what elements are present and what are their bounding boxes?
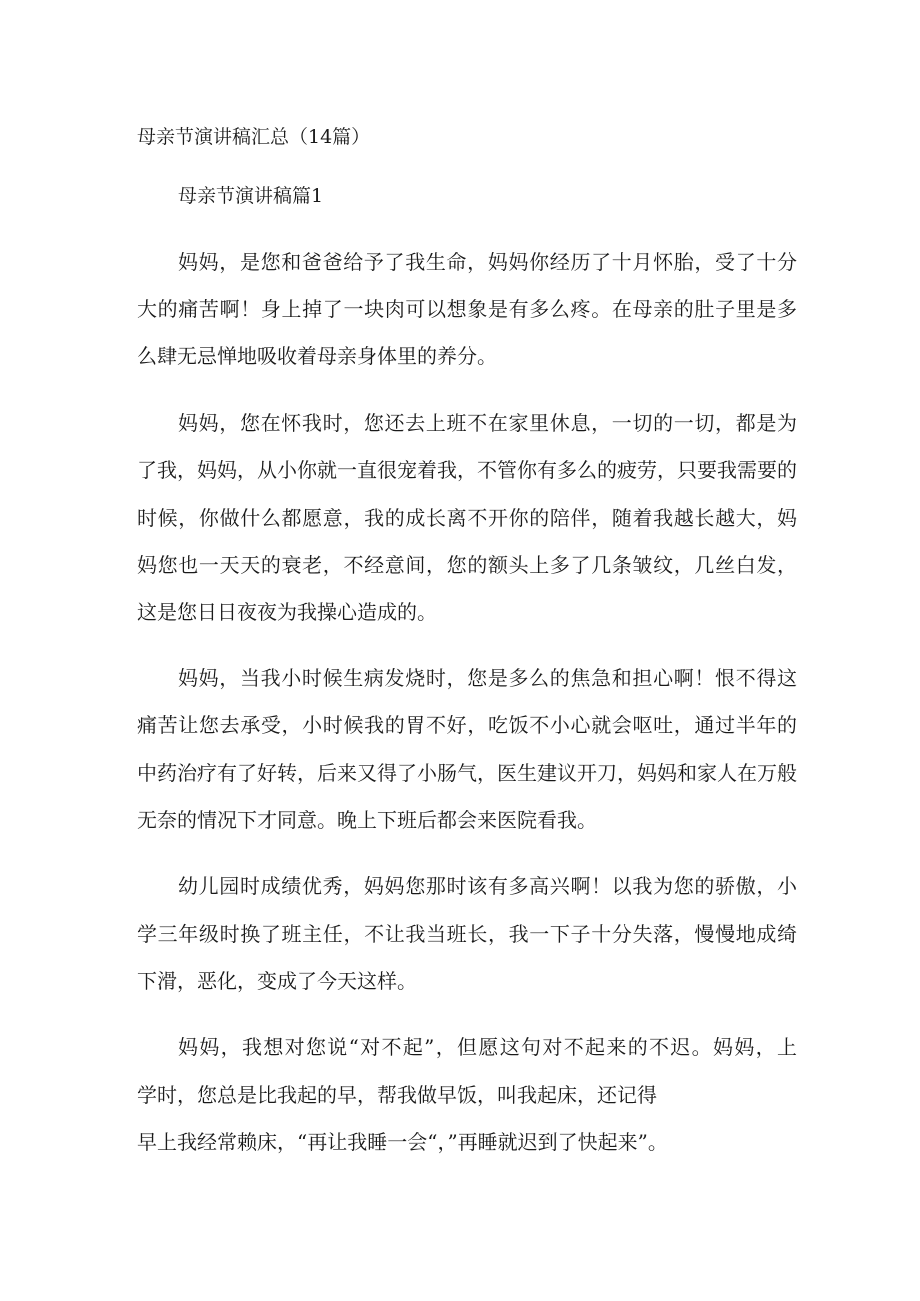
paragraph-line: 了我，妈妈，从小你就一直很宠着我，不管你有多么的疲劳，只要我需要的	[137, 458, 797, 482]
paragraph-line: 学三年级时换了班主任，不让我当班长，我一下子十分失落，慢慢地成绮	[137, 922, 797, 946]
paragraph-line: 中药治疗有了好转，后来又得了小肠气，医生建议开刀，妈妈和家人在万般	[137, 761, 797, 785]
paragraph-line: 这是您日日夜夜为我操心造成的。	[137, 600, 437, 624]
paragraph-line: 么肆无忌惮地吸收着母亲身体里的养分。	[137, 344, 497, 368]
paragraph-line: 妈妈，是您和爸爸给予了我生命，妈妈你经历了十月怀胎，受了十分	[178, 250, 797, 274]
paragraph-line: 妈您也一天天的衰老，不经意间，您的额头上多了几条皱纹，几丝白发，	[137, 553, 797, 577]
paragraph-line: 大的痛苦啊！身上掉了一块肉可以想象是有多么疼。在母亲的肚子里是多	[137, 297, 797, 321]
paragraph-line: 时候，你做什么都愿意，我的成长离不开你的陪伴，随着我越长越大，妈	[137, 506, 797, 530]
paragraph-line: 无奈的情况下才同意。晚上下班后都会来医院看我。	[137, 808, 597, 832]
paragraph-line: 妈妈，当我小时候生病发烧时，您是多么的焦急和担心啊！恨不得这	[178, 666, 797, 690]
paragraph-line: 下滑，恶化，变成了今天这样。	[137, 969, 417, 993]
paragraph-line: 妈妈，您在怀我时，您还去上班不在家里休息，一切的一切，都是为	[178, 411, 797, 435]
document-title: 母亲节演讲稿汇总（14篇）	[137, 126, 371, 148]
section-title: 母亲节演讲稿篇1	[178, 185, 324, 207]
paragraph-line: 痛苦让您去承受，小时候我的胃不好，吃饭不小心就会呕吐，通过半年的	[137, 713, 797, 737]
paragraph-line: 妈妈，我想对您说“对不起”，但愿这句对不起来的不迟。妈妈，上	[178, 1035, 797, 1059]
paragraph-line: 幼儿园时成绩优秀，妈妈您那时该有多高兴啊！以我为您的骄傲，小	[178, 874, 797, 898]
paragraph-line: 学时，您总是比我起的早，帮我做早饭，叫我起床，还记得	[137, 1083, 657, 1107]
paragraph-line: 早上我经常赖床，“再让我睡一会“，”再睡就迟到了快起来”。	[137, 1130, 668, 1154]
